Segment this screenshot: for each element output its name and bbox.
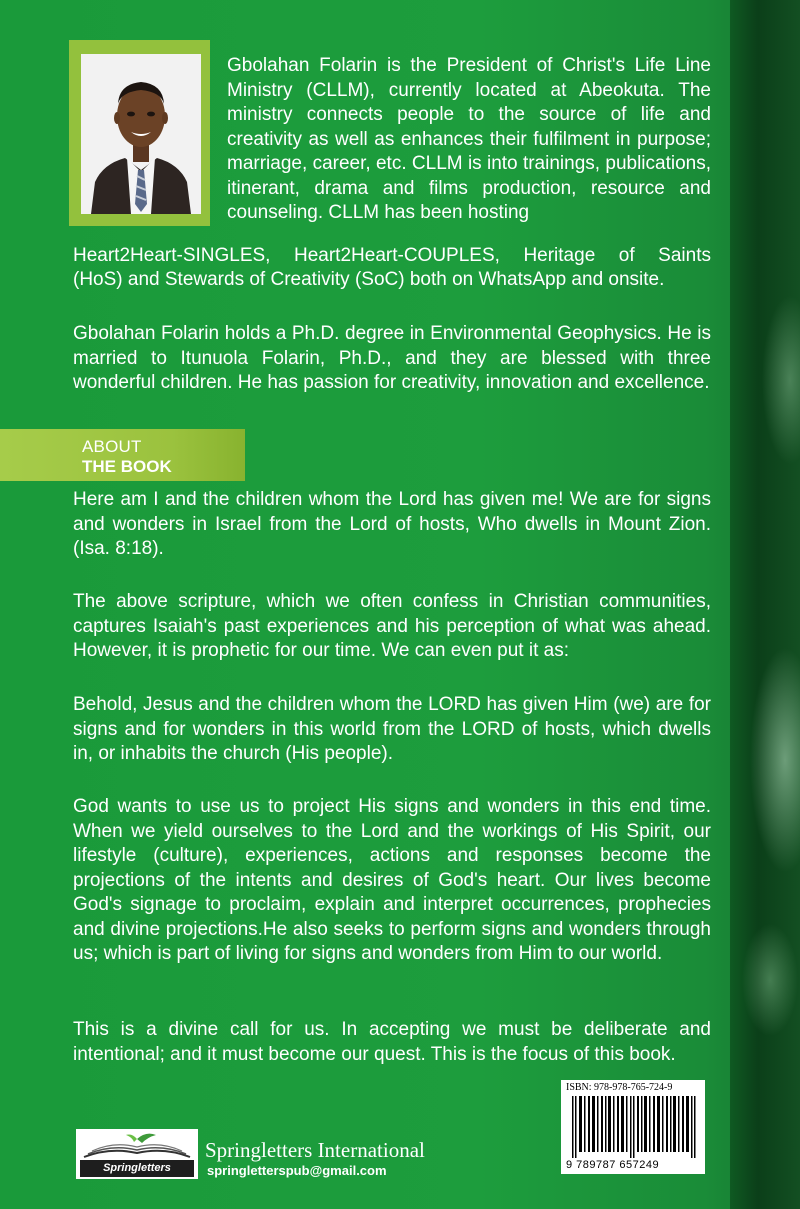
about-paragraph-3: Behold, Jesus and the children whom the LORD has given Him (we) are for signs and for wonders in this world from the LORD of hosts, which dwells in, or inhabits the church (His people). — [73, 694, 711, 764]
author-bio-paragraph-2: Gbolahan Folarin holds a Ph.D. degree in Environmental Geophysics. He is married to Itunuola Folarin, Ph.D., and they are blessed with three wonderful children. He has passion for creativity, innovation and excellence. — [73, 323, 711, 393]
banner-label-the-book: THE BOOK — [82, 457, 172, 476]
banner-label-about: ABOUT — [82, 437, 142, 456]
author-bio-line: (HoS) and Stewards of Creativity (SoC) both on WhatsApp and onsite. — [73, 269, 665, 290]
author-bio-line: Heart2Heart-SINGLES, Heart2Heart-COUPLES, Heritage of Saints — [73, 245, 711, 266]
publisher-logo-text: Springletters — [80, 1160, 194, 1177]
publisher-name: Springletters International — [205, 1138, 425, 1162]
barcode-graphic — [570, 1096, 702, 1158]
barcode-digits: 9 789787 657249 — [566, 1159, 660, 1171]
author-bio-paragraph-1: Gbolahan Folarin is the President of Christ's Life Line Ministry (CLLM), currently located at Abeokuta. The ministry connects people to the source of life and creativity as well as enhances their fulfilment in purpose; marriage, career, etc. CLLM is into trainings, publications, itinerant, drama and films production, resource and counseling. CLLM has been hosting — [227, 55, 711, 223]
about-paragraph-1: Here am I and the children whom the Lord has given me! We are for signs and wonders in Israel from the Lord of hosts, Who dwells in Mount Zion. (Isa. 8:18). — [73, 489, 711, 559]
cover-spine-artwork — [730, 0, 800, 1209]
isbn-label: ISBN: 978-978-765-724-9 — [566, 1082, 673, 1093]
publisher-email: springletterspub@gmail.com — [207, 1163, 387, 1178]
about-paragraph-4: God wants to use us to project His signs and wonders in this end time. When we yield ourselves to the Lord and the workings of His Spirit, our lifestyle (culture), experiences, actions and responses become the projections of the intents and desires of God's heart. Our lives become God's signage to proclaim, explain and interpret occurrences, prophecies and divine projections.He also seeks to perform signs and wonders through us; which is part of living for signs and wonders from Him to our world. — [73, 796, 711, 964]
author-photo — [81, 54, 201, 214]
open-book-icon — [76, 1129, 198, 1161]
about-paragraph-5: This is a divine call for us. In accepting we must be deliberate and intentional; and it must become our quest. This is the focus of this book. — [73, 1019, 711, 1065]
about-paragraph-2: The above scripture, which we often confess in Christian communities, captures Isaiah's past experiences and his perception of what was ahead. However, it is prophetic for our time. We can even put it as: — [73, 591, 711, 661]
